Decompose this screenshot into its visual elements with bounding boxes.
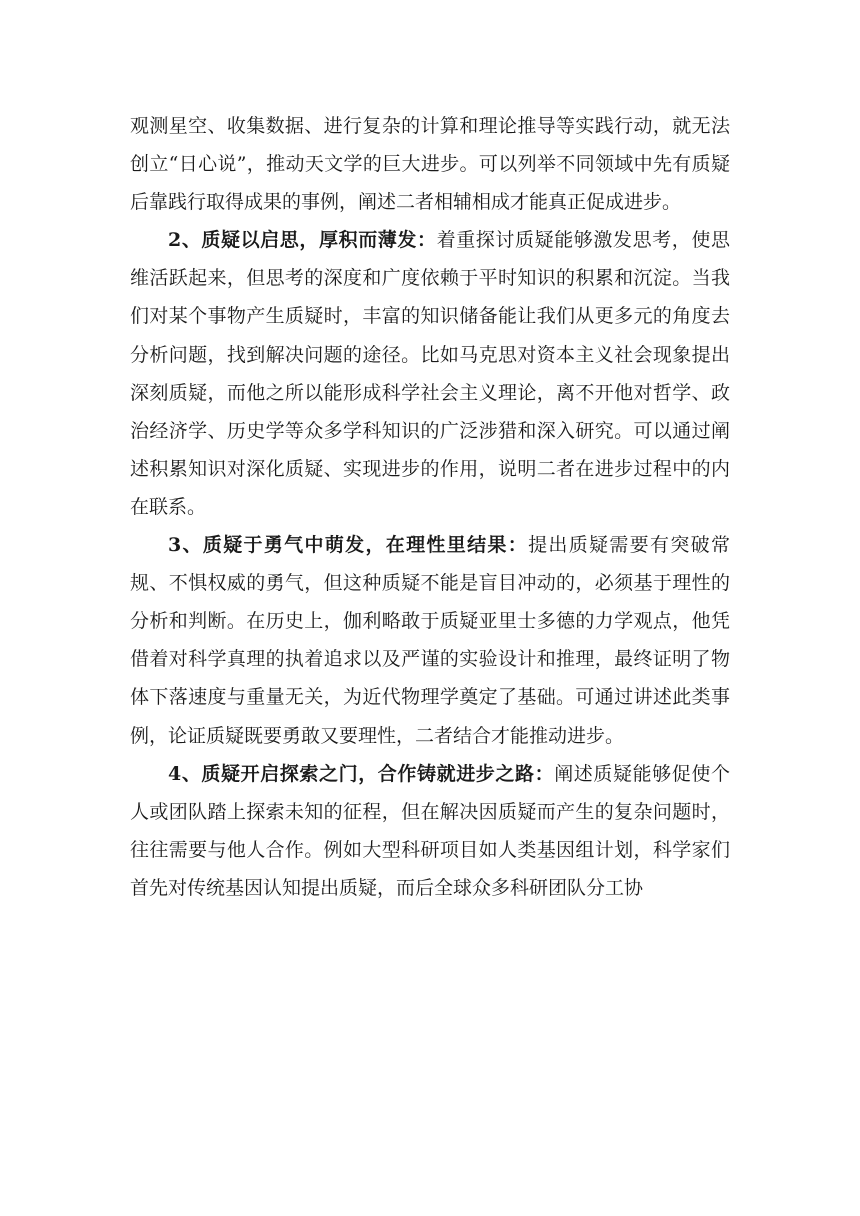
paragraph-point-4 <box>130 755 730 907</box>
paragraph-heading: 4、质疑开启探索之门，合作铸就进步之路： <box>168 762 555 785</box>
paragraph-heading: 2、质疑以启思，厚积而薄发： <box>168 229 437 252</box>
paragraph-point-2 <box>130 221 730 526</box>
paragraph-point-3 <box>130 526 730 755</box>
paragraph-text: 提出质疑需要有突破常规、不惧权威的勇气，但这种质疑不能是盲目冲动的，必须基于理性的分析和判断。在历史上，伽利略敢于质疑亚里士多德的力学观点，他凭借着对科学真理的执着追求以及严谨的实验设计和推理，最终证明了物体下落速度与重量无关，为近代物理学奠定了基础。可通过讲述此类事例，论证质疑既要勇敢又要理性，二者结合才能推动进步。 <box>130 534 730 747</box>
paragraph-text: 观测星空、收集数据、进行复杂的计算和理论推导等实践行动，就无法创立“日心说”，推动天文学的巨大进步。可以列举不同领域中先有质疑后靠践行取得成果的事例，阐述二者相辅相成才能真正促成进步。 <box>130 115 730 214</box>
paragraph-text: 着重探讨质疑能够激发思考，使思维活跃起来，但思考的深度和广度依赖于平时知识的积累和沉淀。当我们对某个事物产生质疑时，丰富的知识储备能让我们从更多元的角度去分析问题，找到解决问题的途径。比如马克思对资本主义社会现象提出深刻质疑，而他之所以能形成科学社会主义理论，离不开他对哲学、政治经济学、历史学等众多学科知识的广泛涉猎和深入研究。可以通过阐述积累知识对深化质疑、实现进步的作用，说明二者在进步过程中的内在联系。 <box>130 229 730 518</box>
paragraph-heading: 3、质疑于勇气中萌发，在理性里结果： <box>168 534 529 557</box>
paragraph-continuation <box>130 107 730 221</box>
paragraph-text: 阐述质疑能够促使个人或团队踏上探索未知的征程，但在解决因质疑而产生的复杂问题时，往往需要与他人合作。例如大型科研项目如人类基因组计划，科学家们首先对传统基因认知提出质疑，而后全球众多科研团队分工协 <box>130 762 730 899</box>
document-body <box>130 107 730 907</box>
